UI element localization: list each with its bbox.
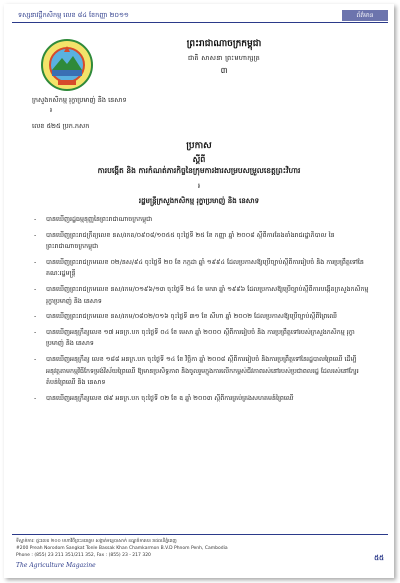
contact-phone: Phone : (855) 23 211 351/211 352, Fax : (855) 23 - 217 320 <box>16 553 151 558</box>
prakas-subject: ការបង្កើត និង ការកំណត់ភារកិច្ចនៃក្រុមការងារសម្របសម្រួលខេត្តព្រះវិហារ <box>97 166 301 175</box>
national-motto: ជាតិ សាសនា ព្រះមហាក្សត្រ <box>187 54 261 62</box>
footer-rule <box>12 534 388 535</box>
list-item: - បានឃើញអនុក្រឹត្យលេខ ១៧ អនក្រ.បក ចុះថ្ងៃទី ០៤ ខែ មេសា ឆ្នាំ ២០០០ ស្ដីពីការរៀបចំ និង ការប្រព្រឹត្តទៅរបស់ក្រសួងកសិកម្ម រុក្ខាប្រមាញ់ និង នេសាទ <box>32 327 370 350</box>
list-item: - បានឃើញព្រះរាជក្រមលេខ នស/រកម/០៨០២/០១៦ ចុះថ្ងៃទី ៣១ ខែ សីហា ឆ្នាំ ២០០២ ដែលប្រកាសឱ្យប្រើច្បាប់ស្ដីពីព្រៃឈើ <box>32 311 370 323</box>
address-khmer: ទីស្នាក់ការ: ផ្ទះលេខ ២០០ មហាវិថីព្រះនរោត្តម សង្កាត់ទន្លេបាសាក់ ខណ្ឌចំការមន រាជធានីភ្នំពេញ <box>16 539 177 544</box>
section-tab: ព័ត៌មាន <box>342 10 388 21</box>
list-item: - បានឃើញអនុក្រឹត្យលេខ ៧៩ អនក្រ.បក ចុះថ្ងៃទី ០២ ខែ ឧ ឆ្នាំ ២០០៣ ស្ដីពីការគ្រប់គ្រងសហគមន៍ព្រៃឈើ <box>32 393 370 405</box>
list-item: - បានឃើញព្រះរាជក្រមលេខ ០២/នស/៩៤ ចុះថ្ងៃទី ២០ ខែ កក្កដា ឆ្នាំ ១៩៩៤ ដែលប្រកាសឱ្យប្រើច្បាប់ស្ដីពីការរៀបចំ និង ការប្រព្រឹត្តទៅនៃគណៈរដ្ឋមន្ត្រី <box>32 257 370 280</box>
running-title: ទស្សនាវដ្ដីកសិកម្ម លេខ ៨៤ ខែកញ្ញា ២០១១ <box>18 11 129 19</box>
list-item: - បានឃើញអនុក្រឹត្យ លេខ ១៨៨ អនក្រ.បក ចុះថ្ងៃទី ១៤ ខែ វិច្ឆិកា ឆ្នាំ ២០០៨ ស្ដីពីការរៀបចំ និងការប្រព្រឹត្តទៅនៃរដ្ឋបាលព្រៃឈើ ដើម្បីអនុវត្តតាមកម្មវិធីកែទម្រង់វិស័យព្រៃឈើ ឱ្យមានប្រសិទ្ធភាព និងចូលរួមក្នុងការលើកកម្ពស់ជីវភាពរស់នៅរបស់ប្រជាពលរដ្ឋ ដែលរស់នៅក្បែរតំបន់ព្រៃឈើ និង នេសាទ <box>32 354 370 389</box>
list-item: - បានឃើញរដ្ឋធម្មនុញ្ញនៃព្រះរាជាណាចក្រកម្ពុជា <box>32 214 370 226</box>
motto-ornament: ៣ <box>220 66 228 75</box>
kingdom-name: ព្រះរាជាណាចក្រកម្ពុជា <box>186 39 262 49</box>
ministry-ornament: ៛ <box>50 106 53 114</box>
magazine-name: The Agriculture Magazine <box>16 562 96 569</box>
on-heading: ស្តីពី <box>192 154 206 164</box>
reference-number: លេខ ៥២៥ ប្រក.កសក <box>32 122 90 130</box>
document-page <box>4 4 394 578</box>
header-rule <box>12 22 388 23</box>
royal-letterhead <box>134 38 314 77</box>
page-number: ៥៥ <box>374 554 384 562</box>
list-item: - បានឃើញព្រះរាជក្រមលេខ នស/រកម/០១៩៦/១៣ ចុះថ្ងៃទី ២៤ ខែ មករា ឆ្នាំ ១៩៩៦ ដែលប្រកាសឱ្យប្រើច្បាប់ស្ដីពីការបង្កើតក្រសួងកសិកម្ម រុក្ខាប្រមាញ់ និង នេសាទ <box>32 284 370 307</box>
address-english: #200 Preah Norodom Sangkat Tonle Bassak Khan Chamkarmon B.V.D Phnom Penh, Cambodia <box>16 546 228 551</box>
page-footer <box>12 534 388 574</box>
legal-references-list <box>32 214 370 408</box>
title-ornament: ៛ <box>197 182 201 190</box>
page-header <box>12 10 388 24</box>
ministry-emblem-icon <box>40 38 94 92</box>
prakas-heading: ប្រកាស <box>186 141 212 151</box>
footer-address <box>16 538 228 559</box>
minister-title: រដ្ឋមន្ត្រីក្រសួងកសិកម្ម រុក្ខាប្រមាញ់ និង នេសាទ <box>138 196 260 205</box>
issuing-ministry: ក្រសួងកសិកម្ម រុក្ខាប្រមាញ់ និង នេសាទ <box>32 96 127 104</box>
list-item: - បានឃើញព្រះរាជក្រឹត្យលេខ នស/រកត/០៩០៨/១០៥៥ ចុះថ្ងៃទី ២៥ ខែ កញ្ញា ឆ្នាំ ២០០៨ ស្ដីពីការតែងតាំងរាជរដ្ឋាភិបាល នៃព្រះរាជាណាចក្រកម្ពុជា <box>32 230 370 253</box>
